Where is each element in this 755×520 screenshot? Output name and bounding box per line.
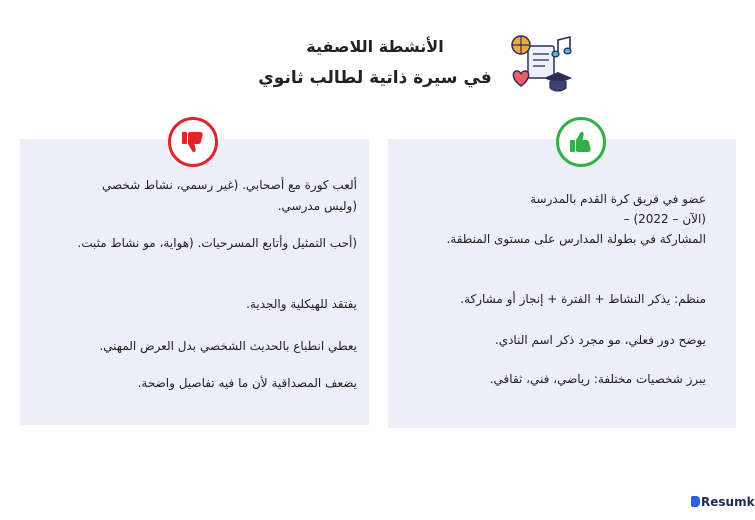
bad-item-4: يعطي انطباع بالحديث الشخصي بدل العرض المهني. — [99, 339, 357, 353]
title-line-2: في سيرة ذاتية لطالب ثانوي — [258, 68, 492, 88]
good-item-1-line-3: المشاركة في بطولة المدارس على مستوى المنطقة. — [446, 232, 706, 246]
bad-item-1-line-2: (وليس مدرسي. — [277, 199, 357, 213]
brand-icon — [691, 496, 700, 507]
bad-item-1-line-1: ألعب كورة مع أصحابي. (غير رسمي، نشاط شخصي — [101, 178, 357, 192]
activities-icon — [508, 32, 574, 94]
good-item-1-line-1: عضو في فريق كرة القدم بالمدرسة — [530, 192, 706, 206]
bad-item-5: يضعف المصداقية لأن ما فيه تفاصيل واضحة. — [137, 376, 357, 390]
brand-logo — [691, 495, 755, 509]
thumbs-down-icon — [181, 130, 205, 154]
good-item-3: يوضح دور فعلي، مو مجرد ذكر اسم النادي. — [494, 333, 706, 347]
good-item-2: منظم: يذكر النشاط + الفترة + إنجاز أو مشاركة. — [460, 292, 706, 306]
good-item-4: يبرز شخصيات مختلفة: رياضي، فني، ثقافي. — [489, 372, 706, 386]
page-title — [240, 36, 510, 90]
bad-badge — [168, 117, 218, 167]
bad-item-2: (أحب التمثيل وأتابع المسرحيات. (هواية، مو نشاط مثبت. — [77, 236, 357, 250]
title-line-1: الأنشطة اللاصفية — [306, 37, 444, 56]
good-item-1-line-2: (الآن – 2022) – — [623, 212, 706, 226]
good-badge — [556, 117, 606, 167]
thumbs-up-icon — [569, 130, 593, 154]
brand-name: Resumk — [701, 495, 755, 509]
bad-item-3: يفتقد للهيكلية والجدية. — [246, 297, 357, 311]
